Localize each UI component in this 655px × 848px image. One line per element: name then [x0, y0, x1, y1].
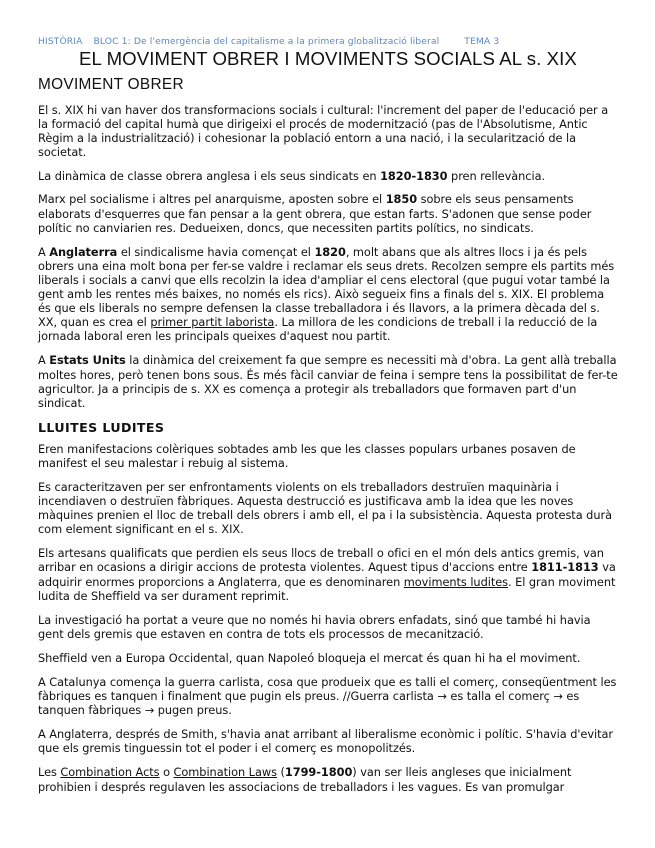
paragraph-estats-units: A Estats Units la dinàmica del creixement fa que sempre es necessiti mà d'obra. La gent allà treballa moltes hores, però tenen bons sous. És més fàcil canviar de feina i sempre tens la possibilitat de fer-te agricultor. Ja a principis de s. XX es comença a protegir als treballadors que formaven part d'un sindicat. — [38, 353, 618, 410]
paragraph-manifestacions: Eren manifestacions colèriques sobtades amb les que les classes populars urbanes posaven de manifest el seu malestar i rebuig al sistema. — [38, 441, 576, 470]
paragraph-catalunya: A Catalunya comença la guerra carlista, cosa que produeix que es talli el comerç, conseqüentment les fàbriques es tanquen i finalment que pugin els preus. //Guerra carlista → es talla el comerç → es tanquen fàbriques → pugen preus. — [38, 675, 617, 718]
paragraph-marx: Marx pel socialisme i altres pel anarquisme, aposten sobre el 1850 sobre els seus pensaments elaborats d'esquerres que fan pensar a la gent obrera, que estan farts. S'adonen que sense poder polític no canviarien res. Dedueixen, doncs, que necessiten partits polítics, no sindicats. — [38, 192, 592, 235]
section-heading-lluites-ludites: LLUITES LUDITES — [38, 419, 165, 435]
paragraph-investigacio: La investigació ha portat a veure que no només hi havia obrers enfadats, sinó que també hi havia gent dels gremis que estaven en contra de tots els processos de mecanització. — [38, 612, 591, 641]
document-page — [38, 36, 618, 804]
page-title: EL MOVIMENT OBRER I MOVIMENTS SOCIALS AL s. XIX — [79, 48, 577, 69]
paragraph-anglaterra: A Anglaterra el sindicalisme havia començat el 1820, molt abans que als altres llocs i ja és pels obrers una eina molt bona per fer-se valdre i reclamar els seus drets. Recolzen sempre els partits més liberals i socials a canvi que ells recolzin la idea d'ampliar el cens electoral (que pugui votar també la gent amb les rentes més baixes, no només els rics). Això segueix fins a finals del s. XIX. El problema és que els liberals no sempre defensen la classe treballadora i és llavors, a la primera dècada del s. XX, quan es crea el primer partit laborista. La millora de les condicions de treball i la reducció de la jornada laboral eren les principals queixes d'aquest nou partit. — [38, 244, 615, 344]
paragraph-transformacions: El s. XIX hi van haver dos transformacions socials i cultural: l'increment del paper de l'educació per a la formació del capital humà que dirigeixi el procés de modernització (pas de l'Absolutisme, Antic Règim a la industrialització) i cohesionar la població entorn a una nació, i la secularització de la societat. — [38, 103, 609, 160]
paragraph-enfrontaments: Es caracteritzaven per ser enfrontaments violents on els treballadors destruïen maquinària i incendiaven o destruïen fàbriques. Aquesta destrucció es justificava amb la idea que les noves màquines prenien el lloc de treball dels obrers i amb ell, el pa i la subsistència. Aquesta protesta durà com element significant en el s. XIX. — [38, 479, 612, 537]
section-heading-moviment-obrer: MOVIMENT OBRER — [38, 76, 184, 93]
paragraph-combination-acts: Les Combination Acts o Combination Laws (1799-1800) van ser lleis angleses que inicialment prohibien i després regulaven les associacions de treballadors i les vagues. Es van promulgar — [38, 765, 572, 794]
document-header — [38, 36, 618, 47]
header-bloc: BLOC 1: De l'emergència del capitalisme a la primera globalització liberal — [93, 36, 440, 47]
header-subject: HISTÒRIA — [38, 36, 83, 47]
paragraph-sheffield: Sheffield ven a Europa Occidental, quan Napoleó bloqueja el mercat és quan hi ha el moviment. — [38, 650, 581, 665]
paragraph-dinamica-classe: La dinàmica de classe obrera anglesa i els seus sindicats en 1820-1830 pren rellevància. — [38, 169, 546, 184]
header-tema: TEMA 3 — [464, 36, 500, 47]
paragraph-liberalisme: A Anglaterra, després de Smith, s'havia anat arribant al liberalisme econòmic i polític. S'havia d'evitar que els gremis tinguessin tot el poder i el comerç es monopolitzés. — [38, 727, 614, 756]
paragraph-artesans: Els artesans qualificats que perdien els seus llocs de treball o ofici en el món dels antics gremis, van arribar en ocasions a dirigir accions de protesta violentes. Aquest tipus d'accions entre 1811-1813 va adquirir enormes proporcions a Anglaterra, que es denominaren moviments ludites. El gran moviment ludita de Sheffield va ser durament reprimit. — [38, 546, 616, 603]
